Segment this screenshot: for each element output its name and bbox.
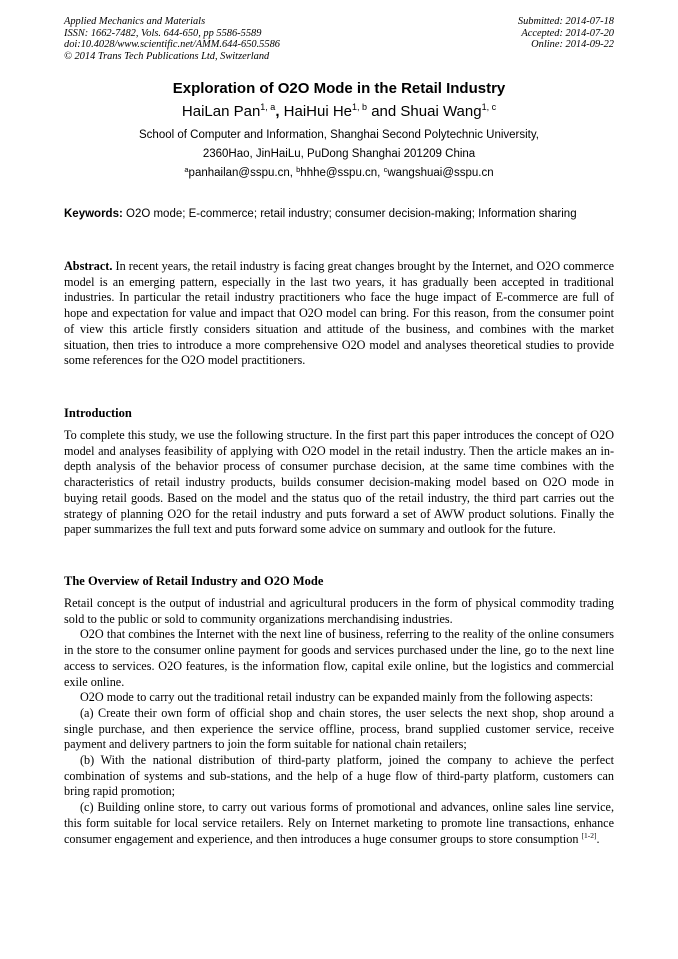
author-name: HaiHui He — [283, 103, 353, 120]
keywords — [64, 206, 614, 222]
email-mark: b — [296, 165, 301, 174]
affiliation-line: School of Computer and Information, Shanghai Second Polytechnic University, — [139, 129, 539, 141]
author-name: Shuai Wang — [400, 103, 482, 120]
affiliation — [0, 126, 678, 183]
author-affiliation-mark: 1, b — [352, 102, 368, 112]
email-mark: a — [184, 165, 189, 174]
email-mark: c — [383, 165, 388, 174]
section-heading-overview: The Overview of Retail Industry and O2O Mode — [64, 574, 324, 588]
email-line — [0, 164, 678, 183]
issn-line: ISSN: 1662-7482, Vols. 644-650, pp 5586-5589 — [64, 27, 262, 39]
paragraph — [64, 800, 614, 847]
journal-name: Applied Mechanics and Materials — [64, 16, 206, 27]
accepted-date: Accepted: 2014-07-20 — [521, 27, 614, 39]
citation: [1-2] — [581, 830, 597, 840]
keywords-text: O2O mode; E-commerce; retail industry; consumer decision-making; Information sharing — [126, 208, 577, 220]
journal-header-left — [64, 16, 280, 62]
paragraph-text: (c) Building online store, to carry out various forms of promotional and advances, online sales line service, this form suitable for local service retailers. Rely on Internet marketing to promote line transactions, enhance consumer engagement and experience, and then introduces a huge consumer groups to store consumption — [64, 800, 614, 846]
section-heading-introduction: Introduction — [64, 406, 132, 420]
author-affiliation-mark: 1, c — [481, 102, 497, 112]
abstract — [64, 259, 614, 369]
paragraph: O2O mode to carry out the traditional retail industry can be expanded mainly from the following aspects: — [80, 690, 594, 705]
online-date: Online: 2014-09-22 — [531, 39, 614, 50]
abstract-text: In recent years, the retail industry is facing great changes brought by the Internet, and O2O commerce model is an emerging pattern, especially in the last two years, it has gradually been accepted in traditional industries. In particular the retail industry practitioners who face the huge impact of E-commerce are full of hope and expectation for value and impact that O2O model can bring. For this reason, from the consumer point of view this article firstly considers situation and attitude of the business, and combines with the market situation, then tries to introduce a more comprehensive O2O model and analyses theoretical studies to provide some references for the O2O model practitioners. — [64, 259, 615, 368]
overview-text — [64, 596, 614, 847]
author-separator: and — [367, 103, 401, 120]
abstract-label: Abstract. — [64, 259, 113, 273]
paragraph: To complete this study, we use the following structure. In the first part this paper introduces the concept of O2O model and analyses feasibility of applying with O2O model in the retail industry. Then the article makes an in-depth analysis of the behavior process of consumer purchase decision, at the same time combines with the characteristics of retail industry products, builds consumer decision-making model based on O2O mode in buying retail goods. Based on the model and the status quo of the retail industry, the third part carries out the strategy of planning O2O for the retail industry and puts forward a set of AWW product solutions. Finally the paper summarizes the full text and puts forward some advice on summary and outlook for the future. — [64, 428, 614, 537]
paragraph: O2O that combines the Internet with the next line of business, referring to the reality of the online consumers in the store to the consumer online payment for goods and services purchased under the line, go to the next line access to services. O2O features, is the information flow, capital exile online, but the logistics and commercial exile online. — [64, 627, 614, 689]
paragraph: (a) Create their own form of official shop and chain stores, the user selects the next shop, shop around a single purchase, and then experience the service offline, process, brand supplied customer service, receive payment and delivery partners to join the form suitable for national chain retailers; — [64, 705, 614, 752]
paragraph: Retail concept is the output of industrial and agricultural producers in the form of physical commodity trading sold to the public or sold to community organizations merchandising industries. — [64, 596, 614, 626]
author-list — [0, 102, 678, 122]
affiliation-line: 2360Hao, JinHaiLu, PuDong Shanghai 201209 China — [202, 148, 476, 160]
author-name: HaiLan Pan — [181, 103, 261, 120]
email-address: wangshuai@sspu.cn — [387, 167, 494, 179]
email-address: hhhe@sspu.cn, — [300, 167, 384, 179]
title-block — [0, 80, 678, 183]
submitted-date: Submitted: 2014-07-18 — [517, 16, 614, 27]
paragraph-end: . — [596, 831, 600, 846]
keywords-label: Keywords: — [64, 208, 123, 220]
paper-title: Exploration of O2O Mode in the Retail Industry — [172, 80, 506, 97]
copyright-line: © 2014 Trans Tech Publications Ltd, Switzerland — [64, 50, 270, 62]
paragraph: (b) With the national distribution of third-party platform, joined the company to achieve the perfect combination of systems and sub-stations, and the help of a huge flow of third-party platform, customers can bring rapid promotion; — [64, 753, 614, 799]
journal-header-right — [518, 16, 614, 51]
author-separator: , — [275, 103, 284, 120]
doi-line: doi:10.4028/www.scientific.net/AMM.644-650.5586 — [64, 39, 280, 50]
introduction-text — [64, 428, 614, 538]
author-affiliation-mark: 1, a — [260, 102, 276, 112]
email-address: panhailan@sspu.cn, — [188, 167, 297, 179]
